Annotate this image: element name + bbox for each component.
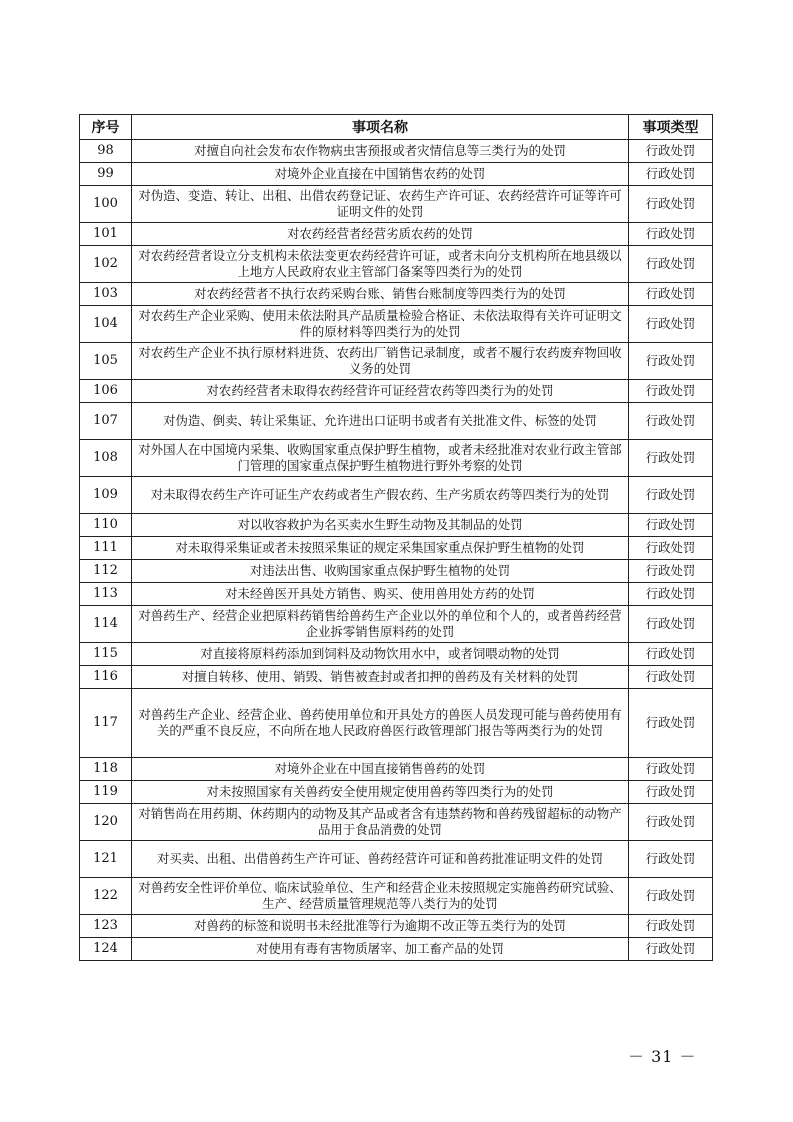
row-serial-number: 120: [80, 804, 132, 841]
row-item-type: 行政处罚: [629, 514, 713, 537]
row-item-type: 行政处罚: [629, 140, 713, 163]
table-row: [80, 163, 713, 186]
row-item-name: 对违法出售、收购国家重点保护野生植物的处罚: [132, 560, 629, 583]
row-serial-number: 102: [80, 246, 132, 283]
table-row: [80, 403, 713, 440]
row-serial-number: 100: [80, 186, 132, 223]
table-row: [80, 878, 713, 915]
row-serial-number: 103: [80, 283, 132, 306]
row-item-type: 行政处罚: [629, 306, 713, 343]
row-serial-number: 110: [80, 514, 132, 537]
row-item-type: 行政处罚: [629, 781, 713, 804]
table-body: [80, 140, 713, 961]
row-item-type: 行政处罚: [629, 440, 713, 477]
row-serial-number: 108: [80, 440, 132, 477]
row-item-name: 对未经兽医开具处方销售、购买、使用兽用处方药的处罚: [132, 583, 629, 606]
row-item-type: 行政处罚: [629, 689, 713, 758]
row-item-type: 行政处罚: [629, 758, 713, 781]
table-row: [80, 440, 713, 477]
row-item-name: 对未取得农药生产许可证生产农药或者生产假农药、生产劣质农药等四类行为的处罚: [132, 477, 629, 514]
row-item-name: 对农药经营者经营劣质农药的处罚: [132, 223, 629, 246]
row-serial-number: 118: [80, 758, 132, 781]
row-serial-number: 122: [80, 878, 132, 915]
row-serial-number: 104: [80, 306, 132, 343]
row-item-name: 对外国人在中国境内采集、收购国家重点保护野生植物，或者未经批准对农业行政主管部门管理的国家重点保护野生植物进行野外考察的处罚: [132, 440, 629, 477]
row-item-type: 行政处罚: [629, 163, 713, 186]
row-item-name: 对兽药的标签和说明书未经批准等行为逾期不改正等五类行为的处罚: [132, 915, 629, 938]
table-row: [80, 537, 713, 560]
row-item-type: 行政处罚: [629, 283, 713, 306]
row-item-type: 行政处罚: [629, 583, 713, 606]
row-item-name: 对擅自向社会发布农作物病虫害预报或者灾情信息等三类行为的处罚: [132, 140, 629, 163]
row-item-name: 对农药生产企业不执行原材料进货、农药出厂销售记录制度，或者不履行农药废弃物回收义务的处罚: [132, 343, 629, 380]
row-item-type: 行政处罚: [629, 380, 713, 403]
table-row: [80, 781, 713, 804]
row-item-name: 对兽药生产企业、经营企业、兽药使用单位和开具处方的兽医人员发现可能与兽药使用有关的严重不良反应，不向所在地人民政府兽医行政管理部门报告等两类行为的处罚: [132, 689, 629, 758]
page-number: － 31 －: [628, 1047, 697, 1066]
row-item-type: 行政处罚: [629, 343, 713, 380]
row-item-name: 对擅自转移、使用、销毁、销售被查封或者扣押的兽药及有关材料的处罚: [132, 666, 629, 689]
table-row: [80, 560, 713, 583]
row-item-type: 行政处罚: [629, 223, 713, 246]
table-row: [80, 666, 713, 689]
row-item-name: 对买卖、出租、出借兽药生产许可证、兽药经营许可证和兽药批准证明文件的处罚: [132, 841, 629, 878]
row-item-type: 行政处罚: [629, 666, 713, 689]
row-item-name: 对农药生产企业采购、使用未依法附具产品质量检验合格证、未依法取得有关许可证明文件的原材料等四类行为的处罚: [132, 306, 629, 343]
row-serial-number: 111: [80, 537, 132, 560]
row-item-name: 对使用有毒有害物质屠宰、加工畜产品的处罚: [132, 938, 629, 961]
row-serial-number: 124: [80, 938, 132, 961]
table-row: [80, 938, 713, 961]
row-item-type: 行政处罚: [629, 560, 713, 583]
table-row: [80, 246, 713, 283]
row-item-name: 对未按照国家有关兽药安全使用规定使用兽药等四类行为的处罚: [132, 781, 629, 804]
row-item-type: 行政处罚: [629, 606, 713, 643]
row-serial-number: 119: [80, 781, 132, 804]
row-serial-number: 112: [80, 560, 132, 583]
table-row: [80, 186, 713, 223]
table-row: [80, 477, 713, 514]
row-serial-number: 116: [80, 666, 132, 689]
row-item-type: 行政处罚: [629, 403, 713, 440]
table-row: [80, 841, 713, 878]
table-row: [80, 343, 713, 380]
row-serial-number: 105: [80, 343, 132, 380]
header-item-type: 事项类型: [629, 115, 713, 140]
row-serial-number: 123: [80, 915, 132, 938]
table-row: [80, 283, 713, 306]
items-table: [79, 114, 713, 961]
row-item-name: 对销售尚在用药期、休药期内的动物及其产品或者含有违禁药物和兽药残留超标的动物产品用于食品消费的处罚: [132, 804, 629, 841]
row-serial-number: 113: [80, 583, 132, 606]
row-serial-number: 115: [80, 643, 132, 666]
row-item-type: 行政处罚: [629, 477, 713, 514]
row-serial-number: 101: [80, 223, 132, 246]
table-row: [80, 514, 713, 537]
row-item-type: 行政处罚: [629, 246, 713, 283]
row-serial-number: 107: [80, 403, 132, 440]
row-item-type: 行政处罚: [629, 841, 713, 878]
row-item-name: 对兽药安全性评价单位、临床试验单位、生产和经营企业未按照规定实施兽药研究试验、生产、经营质量管理规范等八类行为的处罚: [132, 878, 629, 915]
row-serial-number: 99: [80, 163, 132, 186]
table-row: [80, 140, 713, 163]
table-row: [80, 606, 713, 643]
row-item-name: 对未取得采集证或者未按照采集证的规定采集国家重点保护野生植物的处罚: [132, 537, 629, 560]
table-header-row: [80, 115, 713, 140]
row-item-type: 行政处罚: [629, 643, 713, 666]
table-row: [80, 804, 713, 841]
table-row: [80, 306, 713, 343]
row-item-name: 对以收容救护为名买卖水生野生动物及其制品的处罚: [132, 514, 629, 537]
row-item-type: 行政处罚: [629, 804, 713, 841]
row-item-name: 对境外企业直接在中国销售农药的处罚: [132, 163, 629, 186]
table-row: [80, 643, 713, 666]
table-row: [80, 380, 713, 403]
row-item-name: 对农药经营者未取得农药经营许可证经营农药等四类行为的处罚: [132, 380, 629, 403]
header-serial-number: 序号: [80, 115, 132, 140]
row-serial-number: 114: [80, 606, 132, 643]
header-item-name: 事项名称: [132, 115, 629, 140]
row-item-type: 行政处罚: [629, 878, 713, 915]
row-serial-number: 98: [80, 140, 132, 163]
row-serial-number: 121: [80, 841, 132, 878]
table-row: [80, 689, 713, 758]
row-item-name: 对境外企业在中国直接销售兽药的处罚: [132, 758, 629, 781]
row-item-type: 行政处罚: [629, 537, 713, 560]
table-row: [80, 915, 713, 938]
row-item-type: 行政处罚: [629, 186, 713, 223]
row-serial-number: 117: [80, 689, 132, 758]
row-item-name: 对伪造、倒卖、转让采集证、允许进出口证明书或者有关批准文件、标签的处罚: [132, 403, 629, 440]
row-serial-number: 106: [80, 380, 132, 403]
row-item-name: 对农药经营者设立分支机构未依法变更农药经营许可证，或者未向分支机构所在地县级以上地方人民政府农业主管部门备案等四类行为的处罚: [132, 246, 629, 283]
row-item-type: 行政处罚: [629, 938, 713, 961]
row-serial-number: 109: [80, 477, 132, 514]
table-row: [80, 223, 713, 246]
row-item-name: 对兽药生产、经营企业把原料药销售给兽药生产企业以外的单位和个人的，或者兽药经营企业拆零销售原料药的处罚: [132, 606, 629, 643]
table-row: [80, 583, 713, 606]
row-item-name: 对农药经营者不执行农药采购台账、销售台账制度等四类行为的处罚: [132, 283, 629, 306]
row-item-name: 对直接将原料药添加到饲料及动物饮用水中，或者饲喂动物的处罚: [132, 643, 629, 666]
row-item-type: 行政处罚: [629, 915, 713, 938]
row-item-name: 对伪造、变造、转让、出租、出借农药登记证、农药生产许可证、农药经营许可证等许可证明文件的处罚: [132, 186, 629, 223]
table-row: [80, 758, 713, 781]
